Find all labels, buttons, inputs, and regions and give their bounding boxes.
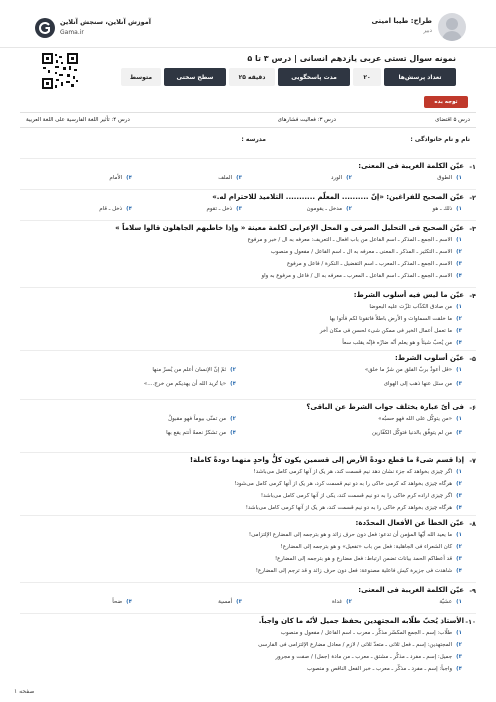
question-number: ۱۰- <box>465 618 476 626</box>
answer-option[interactable] <box>332 599 352 605</box>
option-text: اگر چیزی اراده کرم خاکی را به دو نیم قسمت کند، یکی از آنها کرمی کامل می‌باشد! <box>260 493 453 499</box>
option-number: ۲) <box>230 416 236 422</box>
option-number: ۱) <box>456 630 462 636</box>
answer-option[interactable] <box>218 599 242 605</box>
answer-option[interactable] <box>307 206 352 212</box>
answer-option[interactable] <box>275 556 462 562</box>
question-number: ۸- <box>469 520 476 528</box>
option-text: عشیّة <box>439 599 453 605</box>
option-text: اگر چیزی بخواهد که جزء نشان دهد نیم قسمت کند، هر یک از آنها کرمی کامل می‌باشد! <box>253 469 453 475</box>
option-text: واجباً: إسم ـ مفرد ـ مذکّر ـ معرب ـ خبر الفعل الناقص و منصوب <box>307 666 453 672</box>
question-text: عیّن ما لیس فیه أسلوب الشرط: <box>353 291 464 299</box>
option-number: ۴) <box>230 430 236 436</box>
test-title: نمونه سوال تستی عربی یازدهم انسانی | درس ۳ تا ۵ <box>247 54 456 63</box>
option-number: ۴) <box>456 505 462 511</box>
option-number: ۱) <box>456 416 462 422</box>
option-number: ۳) <box>236 206 242 212</box>
option-text: المجتهدین: إسم ـ فعل ثلاثی ـ متعدّ ثلاثی / لازم / معادل مضارع الإلتزامی فی الفارسی <box>258 642 453 648</box>
option-number: ۲) <box>456 316 462 322</box>
answer-option[interactable] <box>261 493 462 499</box>
option-text: غداة <box>331 599 343 605</box>
question-text: عیّن الخطأ عن الأفعال المحدّدة: <box>355 519 464 527</box>
answer-option[interactable] <box>99 206 132 212</box>
option-text: «قل أعوذُ بربّ الفلق من شرّ ما خلق» <box>364 367 453 373</box>
difficulty-value: متوسط <box>121 68 161 86</box>
option-text: من تشکرُ نعمةً أنتم یقع بها <box>166 430 227 436</box>
difficulty-label: سطح سختی <box>164 68 226 86</box>
question-text: عیّن الکلمة الغریبة فی المعنی: <box>358 586 464 594</box>
option-number: ۱) <box>456 237 462 243</box>
answer-option[interactable] <box>261 273 462 279</box>
answer-option[interactable] <box>246 505 462 511</box>
option-text: الاسم ـ الجمع ـ المذكر ـ اسم الفاعل من باب افعال ـ التعريف: معرفه به ال / خبر و مرفوع <box>247 237 453 243</box>
option-text: ذخل ـ قام <box>99 206 123 212</box>
option-text: ضحاً <box>112 599 123 605</box>
option-number: ۱) <box>456 175 462 181</box>
answer-option[interactable] <box>271 249 462 255</box>
option-number: ۳) <box>456 381 462 387</box>
answer-option[interactable] <box>152 367 236 373</box>
option-text: من صادق الكذّاب تلزّت عليه البعوضا <box>369 304 453 310</box>
notice-badge: توجه بده <box>424 96 468 108</box>
option-text: من تمنّی بیوماً فهو مقبولٌ <box>168 416 227 422</box>
page-number: صفحه ۱ <box>14 688 35 695</box>
answer-option[interactable] <box>166 430 236 436</box>
question-text: عیّن أسلوب الشرط: <box>395 354 464 362</box>
question-block <box>20 515 476 581</box>
answer-option[interactable] <box>112 599 132 605</box>
question-block <box>20 287 476 349</box>
option-text: «یا تُرید الله أن يهديكم من خرج....» <box>143 381 227 387</box>
option-number: ۲) <box>456 481 462 487</box>
option-text: مدخل ـ يقومون <box>306 206 343 212</box>
qr-code-icon <box>41 52 79 90</box>
option-text: الملف <box>218 175 233 181</box>
option-text: الورد <box>330 175 343 181</box>
answer-option[interactable] <box>437 175 462 181</box>
option-number: ۳) <box>456 556 462 562</box>
student-info-row <box>20 134 476 148</box>
option-number: ۴) <box>456 273 462 279</box>
option-number: ۱) <box>456 599 462 605</box>
option-number: ۳) <box>456 430 462 436</box>
option-number: ۴) <box>126 206 132 212</box>
option-text: الاسم ـ الجمع ـ المذكر ـ المعرب ـ اسم التفضيل ـ النكرة / فاعل و مرفوع <box>287 261 453 267</box>
option-text: قد أعطاکم الحمد بیانات تضمن ارتباط: فعل مضارع و هو بترجمه إلی المضارع! <box>274 556 453 562</box>
question-number: ۴- <box>469 292 476 300</box>
gama-logo-icon <box>34 17 56 39</box>
option-text: ما یعید الله أیّها المؤمن أن تدعو: فعل دون حرف زائد و هو بترجمه إلی المضارع الإلتزامی! <box>248 532 453 538</box>
option-number: ۳) <box>456 654 462 660</box>
option-number: ۲) <box>346 206 352 212</box>
question-block <box>20 158 476 188</box>
answer-option[interactable] <box>254 469 462 475</box>
question-text: فی أیّ عبارة یختلف جواب الشرط عن الباقی؟ <box>306 403 464 411</box>
option-number: ۴) <box>126 599 132 605</box>
option-text: هرگاه چیزی بخواهد که کرمی خاکی را به دو نیم قسمت کرد، هر یک از آنها کرمی کامل می‌شود! <box>234 481 453 487</box>
option-text: الاسم ـ الجمع ـ المذكر ـ اسم الفاعل ـ المعرب ـ معرفه به ال / فاعل و مرفوع به واو <box>261 273 453 279</box>
answer-option[interactable] <box>287 261 462 267</box>
option-text: جمیل: إسم ـ مفرد ـ مذکّر ـ مشتق ـ معرب ـ من مادة (جمل) / صفت و مجرور <box>275 654 453 660</box>
answer-option[interactable] <box>109 175 132 181</box>
option-number: ۳) <box>456 493 462 499</box>
option-number: ۲) <box>346 599 352 605</box>
answer-option[interactable] <box>281 544 462 550</box>
answer-option[interactable] <box>144 381 236 387</box>
question-text: عیّن الصحیح للفراغین: «إنّ .......... المعلّم ........... التلامیذ للاحترام له.» <box>212 193 464 201</box>
option-number: ۴) <box>456 340 462 346</box>
option-number: ۲) <box>230 367 236 373</box>
answer-option[interactable] <box>281 630 462 636</box>
option-text: الأمام <box>109 175 123 181</box>
question-text: إذا قسم شیءٌ ما قطع دودةً الأرض إلی قسمین یکون کلُّ واحدٍ منهما دودةً کاملة! <box>189 456 464 464</box>
question-count-label: تعداد پرسش‌ها <box>384 68 456 86</box>
question-block <box>20 452 476 514</box>
answer-option[interactable] <box>248 237 462 243</box>
option-number: ۳) <box>456 261 462 267</box>
answer-option[interactable] <box>342 340 462 346</box>
option-text: كان الشعراء فی الجاهلیة: فعل من باب «تفعیل» و هو بترجمه إلی المضارع! <box>280 544 453 550</box>
option-number: ۲) <box>456 642 462 648</box>
option-number: ۲) <box>346 175 352 181</box>
duration-label: مدت پاسخگویی <box>278 68 350 86</box>
lesson-item: درس ۳: فعالیت فشارهای <box>277 117 336 123</box>
option-number: ۱) <box>456 367 462 373</box>
question-block <box>20 350 476 398</box>
option-number: ۲) <box>456 544 462 550</box>
question-block <box>20 582 476 612</box>
designer-role: دبیر <box>423 28 432 34</box>
student-name-label: نام و نام خانوادگی : <box>410 136 470 143</box>
option-text: أمسية <box>218 599 233 605</box>
option-text: ثمّ إنّ الإنسان أعلم من يُسرّ منها <box>152 367 227 373</box>
lesson-scope-row <box>20 112 476 128</box>
question-number: ۲- <box>469 194 476 202</box>
question-number: ۷- <box>469 457 476 465</box>
option-text: «من یتوکّل علی الله فهو حسبُه» <box>378 416 453 422</box>
duration-value: ۲۵ دقیقه <box>229 68 275 86</box>
question-text: عیّن الکلمة الغریبة فی المعنی: <box>358 162 464 170</box>
option-number: ۳) <box>236 175 242 181</box>
answer-option[interactable] <box>384 381 462 387</box>
brand-url: Gama.ir <box>60 29 84 36</box>
designer-avatar <box>438 13 466 41</box>
question-number: ۳- <box>469 225 476 233</box>
option-number: ۴) <box>230 381 236 387</box>
option-text: الاسم ـ التكثير ـ المذكر ـ المعنى ـ معرفه به ال ـ اسم الفاعل / مفعول و منصوب <box>270 249 453 255</box>
answer-option[interactable] <box>378 416 462 422</box>
designer-name: طراح: طیبا امینی <box>371 17 432 25</box>
answer-option[interactable] <box>330 316 462 322</box>
answer-option[interactable] <box>256 568 462 574</box>
answer-option[interactable] <box>275 654 462 660</box>
option-text: شاهدت فی جزیرة کیش فاعلیة مصنوعة: فعل دون حرف زائد و قد ترجم إلی المضارع! <box>255 568 453 574</box>
brand-tagline: آموزش آنلاین، سنجش آنلاین <box>60 18 152 26</box>
option-number: ۴) <box>126 175 132 181</box>
answer-option[interactable] <box>365 367 462 373</box>
question-block <box>20 613 476 685</box>
option-text: من لم یتوفّق بالدنیا فتوکّل الکفّارین <box>372 430 453 436</box>
option-text: ذخل ـ تقوم <box>206 206 233 212</box>
answer-option[interactable] <box>258 642 462 648</box>
school-label: مدرسه : <box>241 136 266 143</box>
answer-option[interactable] <box>234 481 462 487</box>
answer-option[interactable] <box>372 430 462 436</box>
option-text: طلّاب: إسم ـ الجمع المکسّر مذکّر ـ معرب ـ اسم الفاعل / مفعول و منصوب <box>280 630 453 636</box>
lesson-item: درس ۵ اقتضای <box>435 117 470 123</box>
answer-option[interactable] <box>206 206 242 212</box>
answer-option[interactable] <box>307 666 462 672</box>
option-text: ما تعمل أعمال الخير فی ممکن شیء لحسن فی مکان آخر <box>319 328 453 334</box>
option-number: ۳) <box>456 328 462 334</box>
question-text: عیّن الصحیح فی التحلیل الصرفی و المحل الإعرابی لکلمة معینة « وإذا خاطبهم الجاهلون قالوا سلاماً » <box>115 224 464 232</box>
answer-option[interactable] <box>331 175 352 181</box>
option-number: ۴) <box>456 568 462 574</box>
question-block <box>20 399 476 451</box>
page-header <box>0 0 496 48</box>
option-number: ۲) <box>456 249 462 255</box>
answer-option[interactable] <box>168 416 236 422</box>
option-number: ۱) <box>456 304 462 310</box>
option-number: ۳) <box>236 599 242 605</box>
test-meta-bar <box>88 68 456 86</box>
question-number: ۹- <box>469 587 476 595</box>
option-number: ۱) <box>456 206 462 212</box>
answer-option[interactable] <box>433 206 463 212</box>
answer-option[interactable] <box>320 328 462 334</box>
option-text: من يُحبّ شيئاً و هو يعلم أنّه ضارّه فإنّه يقلب سعاً <box>342 340 453 346</box>
option-text: الطوق <box>437 175 453 181</box>
option-number: ۱) <box>456 532 462 538</box>
answer-option[interactable] <box>439 599 462 605</box>
question-block <box>20 220 476 286</box>
option-number: ۱) <box>456 469 462 475</box>
option-text: هرگاه چیزی بخواهد کرم خاکی را به دو نیم قسمت کند، هر یک از آنها کرمی کامل می‌باشد! <box>245 505 453 511</box>
answer-option[interactable] <box>218 175 242 181</box>
question-number: ۶- <box>469 404 476 412</box>
question-number: ۵- <box>469 355 476 363</box>
option-text: ذلك ـ هو <box>432 206 453 212</box>
option-number: ۴) <box>456 666 462 672</box>
question-count-value: ۲۰ <box>353 68 381 86</box>
lesson-item: درس ۴: تأثیر اللغة الفارسیة علی اللغة العربیة <box>26 117 130 123</box>
question-number: ۱- <box>469 163 476 171</box>
answer-option[interactable] <box>249 532 462 538</box>
option-text: ما خلقت السماوات و الأرض باطلاً فاتقونا لكم فأتوا بها <box>329 316 453 322</box>
answer-option[interactable] <box>369 304 462 310</box>
option-text: من سئل عنها ذهب إلی الهوای <box>383 381 453 387</box>
question-block <box>20 189 476 219</box>
question-text: الأستاذ یُحبّ طلّابه المجتهدین بحفظ جمیل لأنّه ما کان واجباً. <box>258 617 464 625</box>
